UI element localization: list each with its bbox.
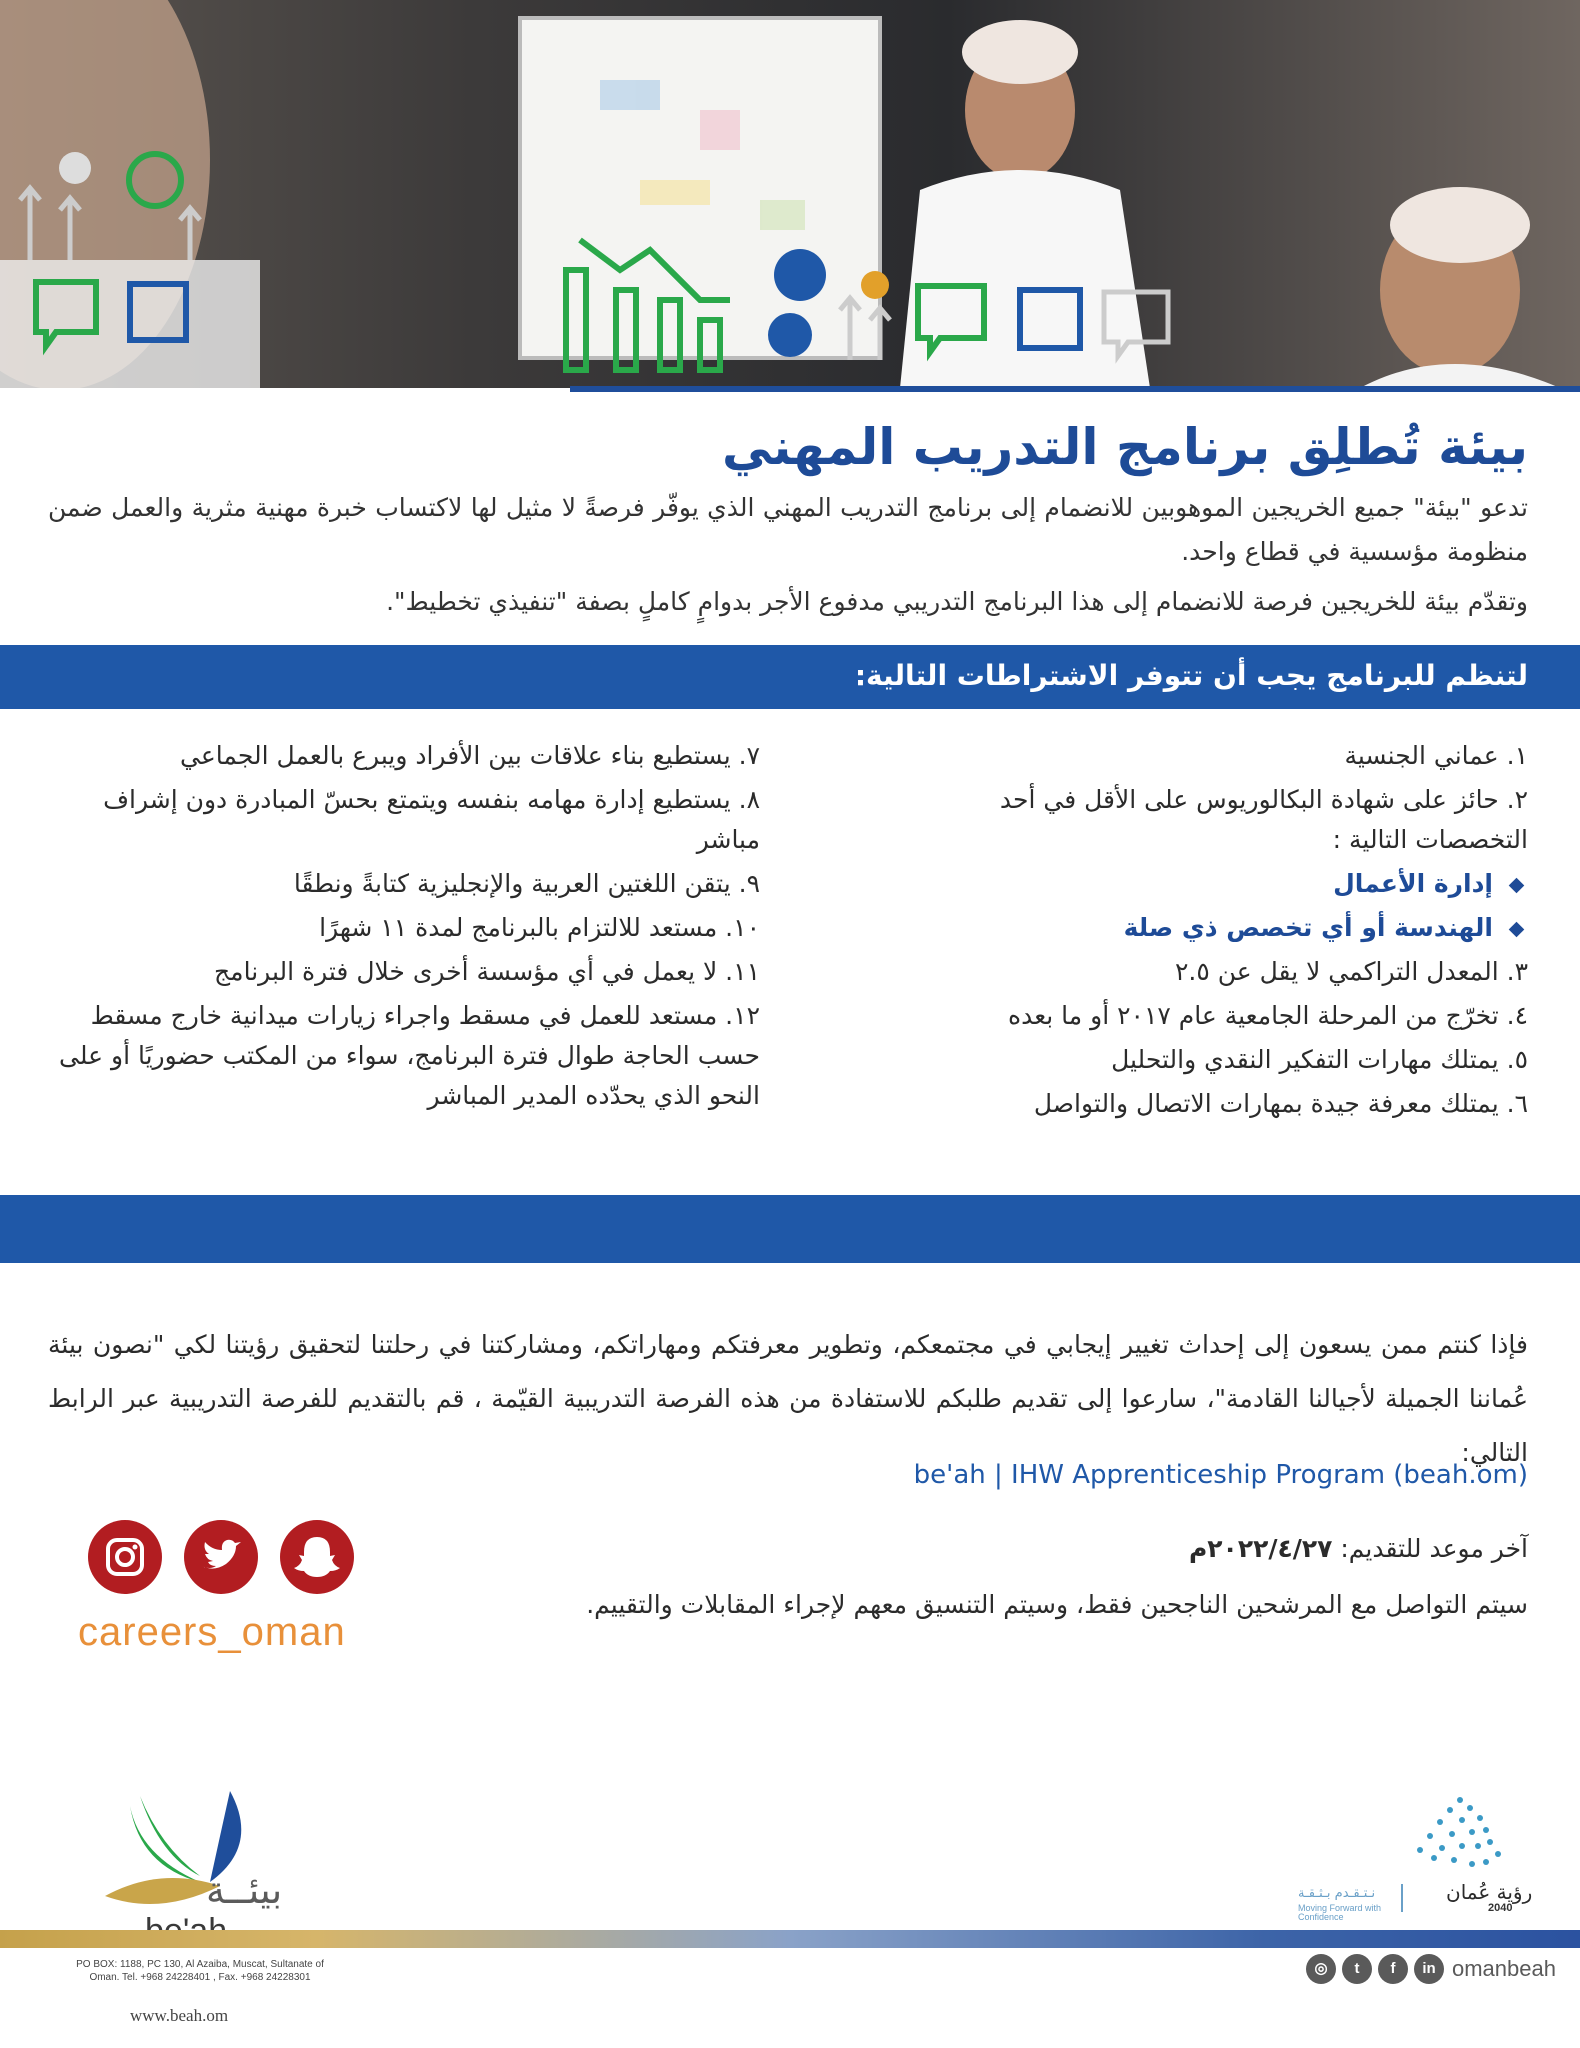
diamond-bullet-icon bbox=[1509, 877, 1525, 893]
snapchat-icon[interactable] bbox=[280, 1520, 354, 1594]
instagram-icon[interactable]: ◎ bbox=[1306, 1954, 1336, 1984]
requirements-column-left bbox=[50, 736, 760, 1120]
logo-arabic: بيئــة bbox=[206, 1868, 283, 1912]
specialty-label: الهندسة أو أي تخصص ذي صلة bbox=[1123, 913, 1493, 942]
footer-handle[interactable]: omanbeah bbox=[1452, 1956, 1556, 1981]
requirement-item: ٥. يمتلك مهارات التفكير النقدي والتحليل bbox=[1111, 1045, 1528, 1074]
requirements-column-right bbox=[888, 736, 1528, 1128]
specialty-item bbox=[888, 864, 1528, 904]
footer-gradient-bar bbox=[0, 1930, 1580, 1948]
facebook-icon[interactable]: f bbox=[1378, 1954, 1408, 1984]
hero-illustration bbox=[0, 0, 1580, 388]
application-link[interactable]: be'ah | IHW Apprenticeship Program (beah.om) bbox=[913, 1460, 1528, 1490]
website[interactable]: www.beah.om bbox=[130, 2006, 229, 2025]
deadline-value: ٢٠٢٢/٤/٢٧م bbox=[1188, 1534, 1333, 1563]
requirement-item: ٨. يستطيع إدارة مهامه بنفسه ويتمتع بحسّ المبادرة دون إشراف مباشر bbox=[103, 785, 760, 854]
linkedin-icon[interactable]: in bbox=[1414, 1954, 1444, 1984]
vision-arabic: رؤية عُمان bbox=[1446, 1880, 1533, 1904]
requirement-item: ١. عماني الجنسية bbox=[1344, 741, 1528, 770]
vision-year: 2040 bbox=[1488, 1902, 1513, 1914]
deadline-label: آخر موعد للتقديم: bbox=[1340, 1534, 1528, 1563]
divider-banner bbox=[0, 1195, 1580, 1263]
instagram-icon[interactable] bbox=[88, 1520, 162, 1594]
requirement-item: ٩. يتقن اللغتين العربية والإنجليزية كتابةً ونطقًا bbox=[293, 869, 760, 898]
requirement-item: ٢. حائز على شهادة البكالوريوس على الأقل في أحد التخصصات التالية : bbox=[999, 785, 1528, 854]
requirement-item: ٤. تخرّج من المرحلة الجامعية عام ٢٠١٧ أو ما بعده bbox=[1007, 1001, 1528, 1030]
intro-paragraph: تدعو "بيئة" جميع الخريجين الموهوبين للانضمام إلى برنامج التدريب المهني الذي يوفّر فرصةً لا مثيل لها لاكتساب خبرة مهنية مثرية والعمل ضمن منظومة مؤسسية في قطاع واحد. bbox=[48, 493, 1528, 566]
requirements-banner bbox=[0, 645, 1580, 709]
page-title: بيئة تُطلِق برنامج التدريب المهني bbox=[721, 418, 1528, 476]
specialty-label: إدارة الأعمال bbox=[1333, 869, 1493, 898]
twitter-icon[interactable]: t bbox=[1342, 1954, 1372, 1984]
moving-forward-arabic: نـتـقـدم بـثـقـة bbox=[1298, 1886, 1376, 1901]
requirement-item: ١١. لا يعمل في أي مؤسسة أخرى خلال فترة البرنامج bbox=[214, 957, 760, 986]
requirement-item: ٦. يمتلك معرفة جيدة بمهارات الاتصال والتواصل bbox=[1033, 1089, 1528, 1118]
specialty-item bbox=[888, 908, 1528, 948]
closing-paragraph: فإذا كنتم ممن يسعون إلى إحداث تغيير إيجابي في مجتمعكم، وتطوير معرفتكم ومهاراتكم، ومشاركتنا في رحلتنا لتحقيق رؤيتنا لكي "نصون بيئة عُماننا الجميلة لأجيالنا القادمة"، سارعوا إلى تقديم طلبكم للاستفادة من هذه الفرصة التدريبية القيّمة ، قم بالتقديم للفرصة التدريبية عبر الرابط التالي: bbox=[48, 1330, 1528, 1467]
deadline bbox=[1189, 1534, 1528, 1563]
moving-forward-english: Moving Forward with Confidence bbox=[1298, 1903, 1382, 1922]
requirements-heading: لتنظم للبرنامج يجب أن تتوفر الاشتراطات التالية: bbox=[854, 659, 1528, 692]
diamond-bullet-icon bbox=[1509, 921, 1525, 937]
requirement-item: ١٢. مستعد للعمل في مسقط واجراء زيارات ميدانية خارج مسقط حسب الحاجة طوال فترة البرنامج، سواء من المكتب حضوريًا أو على النحو الذي يحدّده المدير المباشر bbox=[59, 1001, 760, 1110]
contact-note: سيتم التواصل مع المرشحين الناجحين فقط، وسيتم التنسيق معهم لإجراء المقابلات والتقييم. bbox=[586, 1590, 1528, 1619]
requirement-item: ٣. المعدل التراكمي لا يقل عن ٢.٥ bbox=[1174, 957, 1528, 986]
hero-photo bbox=[0, 0, 1580, 388]
twitter-icon[interactable] bbox=[184, 1520, 258, 1594]
careers-handle[interactable]: careers_oman bbox=[78, 1610, 346, 1654]
requirement-item: ٧. يستطيع بناء علاقات بين الأفراد ويبرع بالعمل الجماعي bbox=[180, 741, 760, 770]
intro-paragraph-2: وتقدّم بيئة للخريجين فرصة للانضمام إلى هذا البرنامج التدريبي مدفوع الأجر بدوامٍ كاملٍ بصفة "تنفيذي تخطيط". bbox=[386, 587, 1528, 616]
hero-divider bbox=[570, 386, 1580, 392]
requirement-item: ١٠. مستعد للالتزام بالبرنامج لمدة ١١ شهرًا bbox=[319, 913, 760, 942]
address: PO BOX: 1188, PC 130, Al Azaiba, Muscat, Sultanate of Oman. Tel. +968 24228401 , Fax. +968 24228301 bbox=[76, 1959, 324, 1983]
